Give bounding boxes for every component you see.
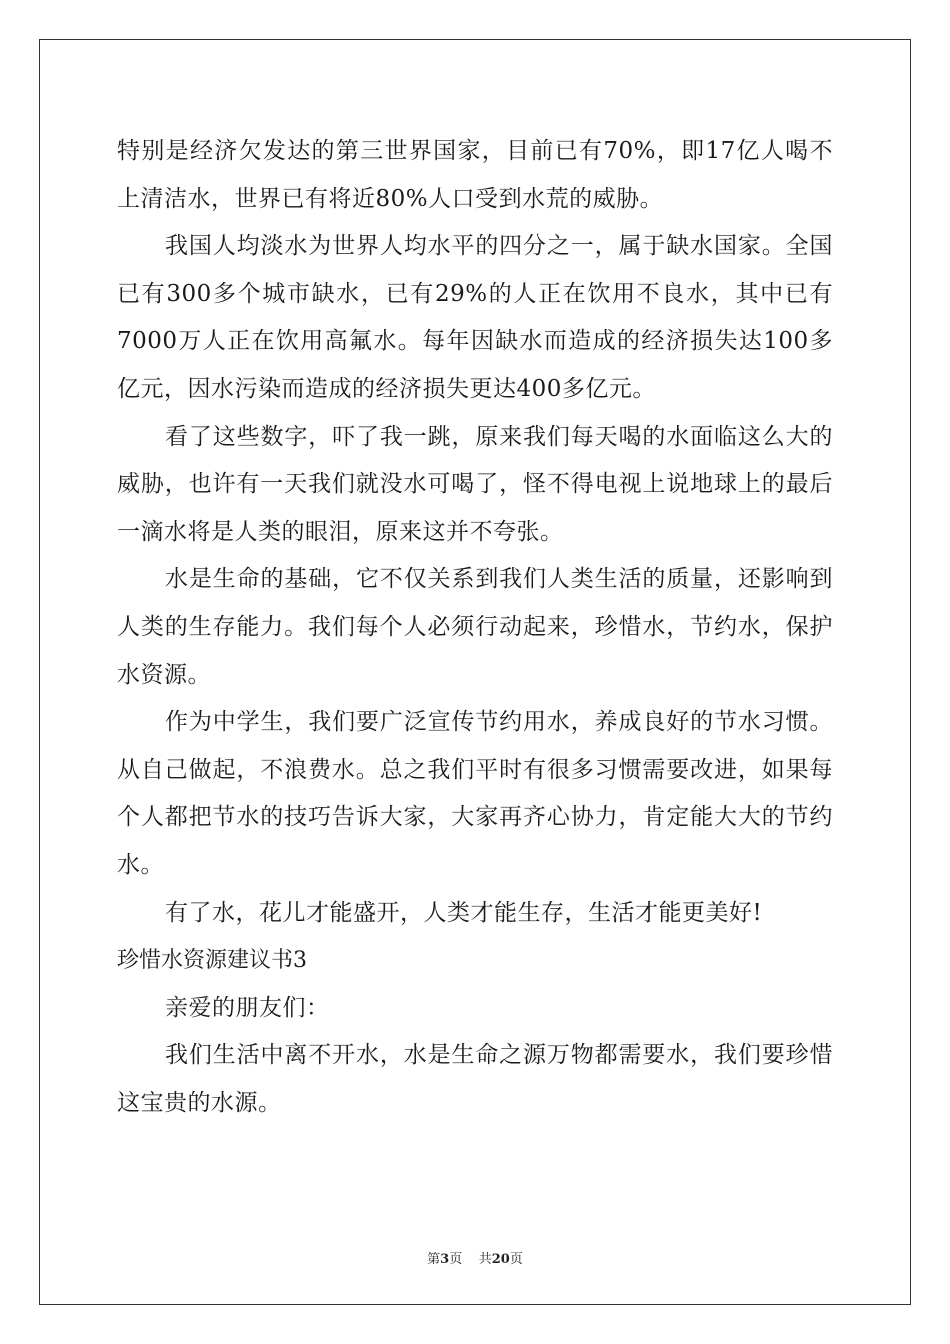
total-prefix: 共: [478, 1252, 492, 1267]
page-footer: [0, 1248, 950, 1267]
paragraph-1: 特别是经济欠发达的第三世界国家，目前已有70%，即17亿人喝不上清洁水，世界已有将近80%人口受到水荒的威胁。: [117, 138, 833, 212]
paragraph-3: 看了这些数字，吓了我一跳，原来我们每天喝的水面临这么大的威胁，也许有一天我们就没水可喝了，怪不得电视上说地球上的最后一滴水将是人类的眼泪，原来这并不夸张。: [117, 423, 833, 545]
paragraph-4: 水是生命的基础，它不仅关系到我们人类生活的质量，还影响到人类的生存能力。我们每个人必须行动起来，珍惜水，节约水，保护水资源。: [117, 566, 833, 688]
page-suffix: 页: [449, 1252, 463, 1267]
total-suffix: 页: [509, 1252, 523, 1267]
page-prefix: 第: [427, 1252, 441, 1267]
total-pages: 20: [491, 1252, 510, 1267]
paragraph-2: 我国人均淡水为世界人均水平的四分之一，属于缺水国家。全国已有300多个城市缺水，已有29%的人正在饮用不良水，其中已有7000万人正在饮用高氟水。每年因缺水而造成的经济损失达100多亿元，因水污染而造成的经济损失更达400多亿元。: [117, 233, 833, 402]
document-body: [117, 128, 833, 1127]
closing-paragraph: 我们生活中离不开水，水是生命之源万物都需要水，我们要珍惜这宝贵的水源。: [117, 1042, 833, 1116]
paragraph-5: 作为中学生，我们要广泛宣传节约用水，养成良好的节水习惯。从自己做起，不浪费水。总之我们平时有很多习惯需要改进，如果每个人都把节水的技巧告诉大家，大家再齐心协力，肯定能大大的节约水。: [117, 709, 833, 878]
page-number: 3: [440, 1252, 450, 1267]
paragraph-6: 有了水，花儿才能盛开，人类才能生存，生活才能更美好!: [165, 899, 763, 926]
section-title: 珍惜水资源建议书3: [117, 948, 307, 974]
greeting: 亲爱的朋友们：: [165, 994, 330, 1021]
